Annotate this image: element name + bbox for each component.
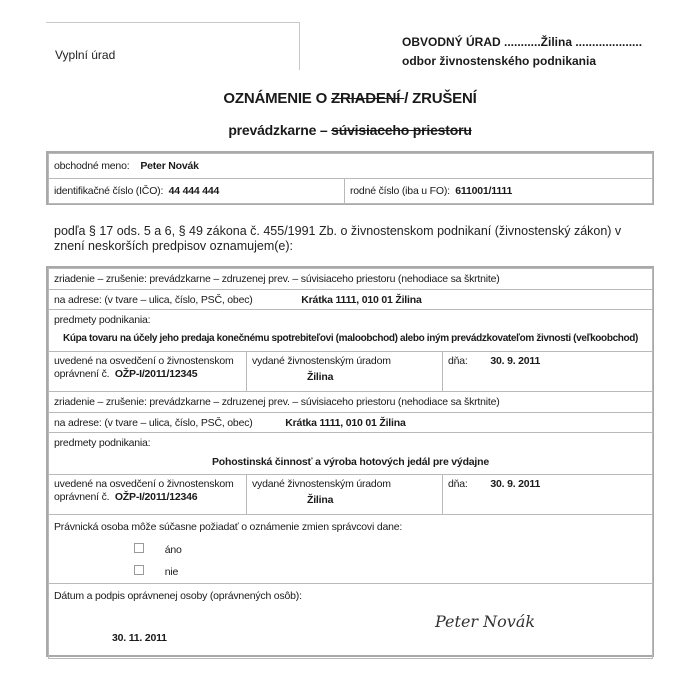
entry2-type-line[interactable]: [49, 392, 653, 413]
form-title: [0, 90, 700, 107]
entry2-address-cell[interactable]: [49, 413, 653, 433]
entry2-issued-value: Žilina: [307, 494, 334, 506]
entry2-address-value: Krátka 1111, 010 01 Žilina: [285, 416, 406, 429]
entry1-subject-value: Kúpa tovaru na účely jeho predaja konečnému spotrebiteľovi (maloobchod) alebo iným prevádzkovateľom živnosti (veľkoobchod): [62, 333, 639, 344]
entry2-cert-cell[interactable]: [49, 475, 247, 515]
yes-checkbox[interactable]: [134, 543, 144, 553]
no-label: nie: [164, 566, 179, 578]
ico-label: identifikačné číslo (IČO):: [54, 185, 164, 197]
entry2-cert-label-2: oprávnení č.: [54, 491, 110, 503]
entries-table: [48, 268, 653, 659]
office-stamp-box: [46, 22, 300, 70]
ico-value: 44 444 444: [168, 185, 220, 197]
entry1-address-label: na adrese: (v tvare – ulica, číslo, PSČ, obec): [54, 293, 253, 306]
entry2-subject-label: predmety podnikania:: [54, 437, 151, 449]
entry2-issued-label: vydané živnostenským úradom: [252, 478, 391, 490]
entry1-issued-label: vydané živnostenským úradom: [252, 355, 391, 367]
birth-number-value: 611001/1111: [455, 185, 513, 197]
name-value: Peter Novák: [140, 160, 199, 172]
yes-label: áno: [164, 544, 182, 556]
title-struck: ZRIADENÍ: [331, 90, 405, 107]
tax-yes-row[interactable]: [54, 543, 647, 561]
department-name: odbor živnostenského podnikania: [402, 54, 597, 68]
office-name: OBVODNÝ ÚRAD ...........Žilina ....................: [402, 35, 643, 49]
entry1-subject-label: predmety podnikania:: [54, 314, 151, 326]
tax-question: Právnická osoba môže súčasne požiadať o oznámenie zmien správcovi dane:: [54, 521, 403, 533]
entry1-type-text: zriadenie – zrušenie: prevádzkarne – zdruzenej prev. – súvisiaceho priestoru (nehodiace sa škrtnite): [54, 273, 500, 285]
entry1-date-value: 30. 9. 2011: [490, 355, 541, 367]
entry1-cert-label-1: uvedené na osvedčení o živnostenskom: [54, 355, 234, 367]
entry1-cert-cell[interactable]: [49, 352, 247, 392]
entry2-date-label: dňa:: [448, 478, 468, 490]
signature-date: 30. 11. 2011: [112, 632, 167, 644]
entry1-date-label: dňa:: [448, 355, 468, 367]
entry2-issued-cell[interactable]: [247, 475, 443, 515]
entry2-address-label: na adrese: (v tvare – ulica, číslo, PSČ, obec): [54, 416, 253, 429]
subtitle-struck: súvisiaceho priestoru: [331, 122, 472, 138]
entry2-subject-value: Pohostinská činnosť a výroba hotových jedál pre výdajne: [211, 456, 490, 468]
entry1-date-cell[interactable]: [443, 352, 653, 392]
title-suffix: / ZRUŠENÍ: [404, 90, 477, 107]
birth-number-label: rodné číslo (iba u FO):: [350, 185, 450, 197]
entry1-address-cell[interactable]: [49, 290, 653, 310]
entry2-date-value: 30. 9. 2011: [490, 478, 541, 490]
entry2-cert-label-1: uvedené na osvedčení o živnostenskom: [54, 478, 234, 490]
law-text: podľa § 17 ods. 5 a 6, § 49 zákona č. 455/1991 Zb. o živnostenskom podnikaní (živnostenský zákon) v znení neskorších predpisov oznamujem(e):: [54, 224, 622, 253]
entry1-cert-value: OŽP-I/2011/12345: [114, 368, 198, 380]
entry1-cert-label-2: oprávnení č.: [54, 368, 110, 380]
name-cell[interactable]: [49, 154, 653, 179]
tax-no-row[interactable]: [54, 565, 647, 583]
identity-table: [48, 153, 653, 204]
entry2-cert-value: OŽP-I/2011/12346: [114, 491, 198, 503]
form-subtitle: [0, 122, 700, 138]
entry2-type-text: zriadenie – zrušenie: prevádzkarne – zdruzenej prev. – súvisiaceho priestoru (nehodiace sa škrtnite): [54, 396, 500, 408]
signature-cell[interactable]: [49, 584, 653, 659]
entry1-address-value: Krátka 1111, 010 01 Žilina: [301, 293, 422, 306]
entry1-type-line[interactable]: [49, 269, 653, 290]
name-label: obchodné meno:: [54, 160, 130, 172]
entry1-subject-cell[interactable]: [49, 310, 653, 352]
signature-label: Dátum a podpis oprávnenej osoby (oprávnených osôb):: [54, 590, 302, 602]
entry2-subject-cell[interactable]: [49, 433, 653, 475]
entry1-issued-value: Žilina: [307, 371, 334, 383]
birth-number-cell[interactable]: [345, 179, 653, 204]
handwritten-signature: Peter Novák: [435, 612, 536, 631]
entry2-date-cell[interactable]: [443, 475, 653, 515]
tax-notice-cell: [49, 515, 653, 584]
no-checkbox[interactable]: [134, 565, 144, 575]
stamp-label: Vyplní úrad: [55, 48, 116, 62]
subtitle-prefix: prevádzkarne –: [228, 122, 332, 138]
title-prefix: OZNÁMENIE O: [223, 90, 332, 107]
entry1-issued-cell[interactable]: [247, 352, 443, 392]
ico-cell[interactable]: [49, 179, 345, 204]
